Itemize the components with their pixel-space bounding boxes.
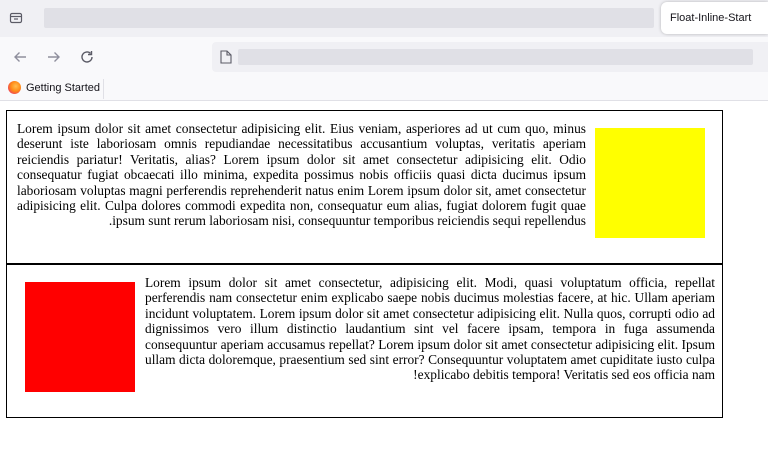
tab-list-icon <box>9 11 23 25</box>
float-box-red <box>6 263 723 418</box>
bookmarks-divider <box>103 79 104 99</box>
reload-button[interactable] <box>77 47 97 67</box>
forward-arrow-icon <box>46 49 62 65</box>
paragraph-1: Lorem ipsum dolor sit amet consectetur adipisicing elit. Eius veniam, asperiores ad ut cum quo, minus deserunt iste laboriosam omnis repudiandae necessitatibus accusantium voluptas, veritatis aperiam reiciendis pariatur! Veritatis, alias? Lorem ipsum dolor sit amet consectetur adipisicing elit. Odio consequatur fugiat obcaecati illo minima, expedita possimus nobis officiis quasi dicta ducimus ipsum laboriosam voluptas magni perferendis reprehenderit natus enim Lorem ipsum dolor sit, amet consectetur adipisicing elit. Culpa dolores commodi expedita non, consequatur eum alias, fugiat dolorem fugit quae ipsum sunt rerum laboriosam nisi, consequuntur temporibus reiciendis sequi repellendus. <box>17 121 586 229</box>
url-text-placeholder <box>238 49 753 65</box>
bookmark-getting-started[interactable] <box>8 81 100 94</box>
firefox-icon <box>8 81 21 94</box>
forward-button[interactable] <box>44 47 64 67</box>
tab-strip-placeholder <box>44 8 654 28</box>
tab-title: Float-Inline-Start <box>670 12 752 24</box>
reload-icon <box>79 49 95 65</box>
page-viewport <box>0 101 768 452</box>
back-button[interactable] <box>10 47 30 67</box>
tab-active[interactable] <box>661 2 768 34</box>
navigation-toolbar <box>0 37 768 77</box>
bookmark-label: Getting Started <box>26 81 100 94</box>
yellow-square <box>595 128 705 238</box>
tab-bar <box>0 0 768 37</box>
paragraph-2: Lorem ipsum dolor sit amet consectetur, adipisicing elit. Modi, quasi voluptatum officia, repellat perferendis nam consectetur enim explicabo saepe nobis ducimus molestias facere, at hic. Ullam aperiam incidunt voluptatem. Lorem ipsum dolor sit amet consectetur adipisicing elit. Nulla quos, corrupti odio ad dignissimos vero illum distinctio laudantium sint vel facere ipsam, tempora in fuga assumenda consequuntur aperiam accusamus repellat? Lorem ipsum dolor sit amet consectetur adipisicing elit. Ipsum ullam dicta doloremque, praesentium sed sint error? Consequuntur voluptatem amet cupiditate iusto culpa explicabo debitis tempora! Veritatis sed eos officia nam! <box>145 275 715 383</box>
red-square <box>25 282 135 392</box>
back-arrow-icon <box>12 49 28 65</box>
float-box-yellow <box>6 110 723 265</box>
list-all-tabs-button[interactable] <box>6 8 26 28</box>
page-icon <box>220 50 232 64</box>
url-bar[interactable] <box>212 42 768 72</box>
bookmarks-toolbar <box>0 77 768 101</box>
